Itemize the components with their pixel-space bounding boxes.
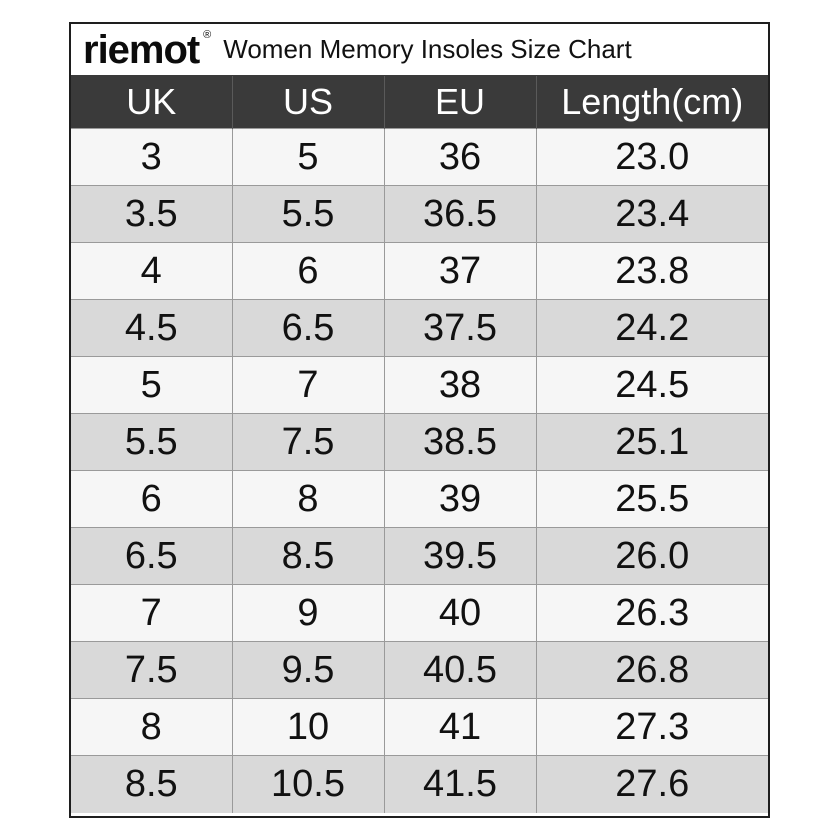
cell-length: 25.1 (536, 414, 768, 471)
title-bar (71, 24, 768, 76)
table-row (71, 756, 768, 813)
table-row (71, 357, 768, 414)
cell-us: 10 (232, 699, 384, 756)
cell-eu: 39.5 (384, 528, 536, 585)
cell-length: 26.3 (536, 585, 768, 642)
cell-length: 26.8 (536, 642, 768, 699)
cell-us: 6.5 (232, 300, 384, 357)
table-row (71, 471, 768, 528)
cell-eu: 36 (384, 129, 536, 186)
cell-us: 8.5 (232, 528, 384, 585)
table-row (71, 243, 768, 300)
cell-length: 25.5 (536, 471, 768, 528)
cell-us: 6 (232, 243, 384, 300)
cell-us: 9 (232, 585, 384, 642)
table-row (71, 186, 768, 243)
cell-uk: 5.5 (71, 414, 232, 471)
cell-us: 8 (232, 471, 384, 528)
cell-us: 9.5 (232, 642, 384, 699)
cell-length: 24.2 (536, 300, 768, 357)
cell-length: 26.0 (536, 528, 768, 585)
size-chart (69, 22, 770, 818)
table-row (71, 300, 768, 357)
table-row (71, 414, 768, 471)
cell-uk: 3 (71, 129, 232, 186)
cell-uk: 6.5 (71, 528, 232, 585)
cell-eu: 39 (384, 471, 536, 528)
cell-length: 24.5 (536, 357, 768, 414)
cell-eu: 38.5 (384, 414, 536, 471)
registered-mark: ® (203, 28, 212, 41)
cell-uk: 8 (71, 699, 232, 756)
header-uk: UK (71, 76, 232, 129)
cell-length: 27.3 (536, 699, 768, 756)
cell-eu: 37 (384, 243, 536, 300)
table-row (71, 642, 768, 699)
table-row (71, 585, 768, 642)
cell-length: 23.8 (536, 243, 768, 300)
table-header (71, 76, 768, 129)
cell-eu: 40 (384, 585, 536, 642)
size-table (71, 76, 768, 813)
header-length: Length(cm) (536, 76, 768, 129)
cell-uk: 7.5 (71, 642, 232, 699)
cell-length: 27.6 (536, 756, 768, 813)
cell-us: 7.5 (232, 414, 384, 471)
cell-uk: 7 (71, 585, 232, 642)
header-us: US (232, 76, 384, 129)
cell-eu: 36.5 (384, 186, 536, 243)
cell-eu: 41.5 (384, 756, 536, 813)
table-body (71, 129, 768, 813)
header-row (71, 76, 768, 129)
header-eu: EU (384, 76, 536, 129)
cell-us: 5 (232, 129, 384, 186)
cell-uk: 6 (71, 471, 232, 528)
cell-eu: 41 (384, 699, 536, 756)
cell-us: 5.5 (232, 186, 384, 243)
cell-uk: 5 (71, 357, 232, 414)
cell-eu: 38 (384, 357, 536, 414)
cell-uk: 3.5 (71, 186, 232, 243)
table-row (71, 699, 768, 756)
cell-eu: 37.5 (384, 300, 536, 357)
cell-uk: 4.5 (71, 300, 232, 357)
cell-uk: 4 (71, 243, 232, 300)
table-row (71, 129, 768, 186)
cell-uk: 8.5 (71, 756, 232, 813)
table-row (71, 528, 768, 585)
brand-logo-text: riemot (83, 27, 200, 72)
brand-logo (83, 27, 212, 72)
chart-title: Women Memory Insoles Size Chart (223, 34, 632, 64)
cell-us: 10.5 (232, 756, 384, 813)
cell-length: 23.0 (536, 129, 768, 186)
cell-us: 7 (232, 357, 384, 414)
cell-eu: 40.5 (384, 642, 536, 699)
cell-length: 23.4 (536, 186, 768, 243)
